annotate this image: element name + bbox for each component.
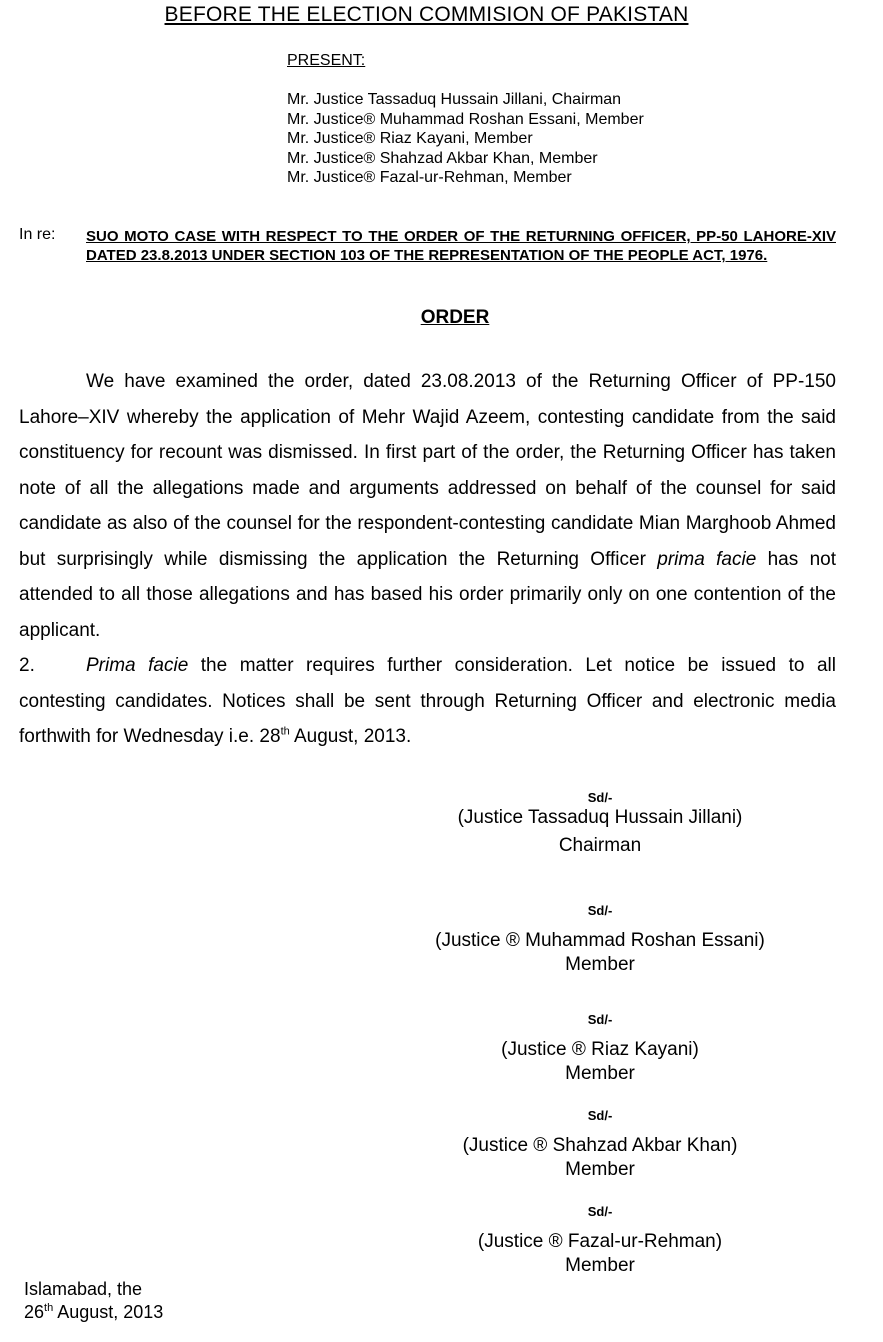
order-heading: ORDER (420, 307, 490, 328)
paragraph-text: has not attended to all those allegations and has based his order primarily only on one contention of the applicant. (19, 548, 837, 641)
superscript: th (44, 1302, 54, 1314)
place-date (24, 1278, 163, 1324)
document-title: BEFORE THE ELECTION COMMISION OF PAKISTAN (164, 3, 689, 26)
signatory-role: Member (565, 1255, 635, 1276)
order-paragraph-2 (19, 648, 836, 755)
signatory-name: (Justice ® Muhammad Roshan Essani) (435, 930, 765, 951)
date-rest: August, 2013 (53, 1302, 164, 1322)
signed-mark: Sd/- (587, 790, 613, 805)
signatory-name: (Justice ® Fazal-ur-Rehman) (477, 1231, 723, 1252)
signed-mark: Sd/- (587, 903, 613, 918)
signatory-name: (Justice Tassaduq Hussain Jillani) (457, 807, 743, 828)
paragraph-italic: Prima facie (86, 655, 189, 676)
paragraph-text: August, 2013. (289, 726, 412, 747)
order-paragraph-1 (19, 364, 836, 648)
case-subject: SUO MOTO CASE WITH RESPECT TO THE ORDER OF THE RETURNING OFFICER, PP-50 LAHORE-XIV DATED 23.8.2013 UNDER SECTION 103 OF THE REPRESENTATION OF THE PEOPLE ACT, 1976. (86, 228, 836, 264)
signed-mark: Sd/- (587, 1108, 613, 1123)
bench-member: Mr. Justice® Shahzad Akbar Khan, Member (287, 149, 598, 167)
signatory-name: (Justice ® Shahzad Akbar Khan) (462, 1135, 738, 1156)
signatory-role: Member (565, 1159, 635, 1180)
paragraph-italic: prima facie (657, 548, 757, 570)
bench-members-list (287, 90, 644, 188)
bench-member: Mr. Justice® Fazal-ur-Rehman, Member (287, 169, 572, 186)
signature-block-member (380, 1012, 820, 1086)
in-re-label: In re: (19, 226, 56, 243)
signed-mark: Sd/- (587, 1012, 613, 1027)
signature-block-member (380, 1108, 820, 1182)
signed-mark: Sd/- (587, 1204, 613, 1219)
date-day: 26 (24, 1302, 45, 1322)
signature-block-member (380, 903, 820, 977)
bench-member: Mr. Justice® Riaz Kayani, Member (287, 130, 533, 147)
signature-block-member (380, 1204, 820, 1278)
paragraph-number: 2. (19, 655, 35, 676)
order-body (19, 364, 836, 755)
signatory-name: (Justice ® Riaz Kayani) (501, 1039, 699, 1060)
paragraph-text: the matter requires further consideration. Let notice be issued to all contesting candidates. Notices shall be sent through Returning Officer and electronic media forthwith for Wednesday i.e. 28 (19, 655, 837, 747)
signature-block-chairman (380, 790, 820, 858)
signatory-role: Chairman (558, 835, 642, 856)
bench-member: Mr. Justice Tassaduq Hussain Jillani, Chairman (287, 91, 622, 108)
present-label: PRESENT: (287, 52, 366, 69)
bench-member: Mr. Justice® Muhammad Roshan Essani, Member (287, 110, 644, 128)
paragraph-text: We have examined the order, dated 23.08.2013 of the Returning Officer of PP-150 Lahore–XIV whereby the application of Mehr Wajid Azeem, contesting candidate from the said constituency for recount was dismissed. In first part of the order, the Returning Officer has taken note of all the allegations made and arguments addressed on behalf of the counsel for said candidate as also of the counsel for the respondent-contesting candidate Mian Marghoob Ahmed but surprisingly while dismissing the application the Returning Officer (19, 371, 836, 570)
signatory-role: Member (565, 1063, 635, 1084)
signatory-role: Member (565, 954, 635, 975)
superscript: th (280, 725, 290, 738)
place: Islamabad, the (24, 1279, 143, 1299)
date (24, 1301, 163, 1324)
